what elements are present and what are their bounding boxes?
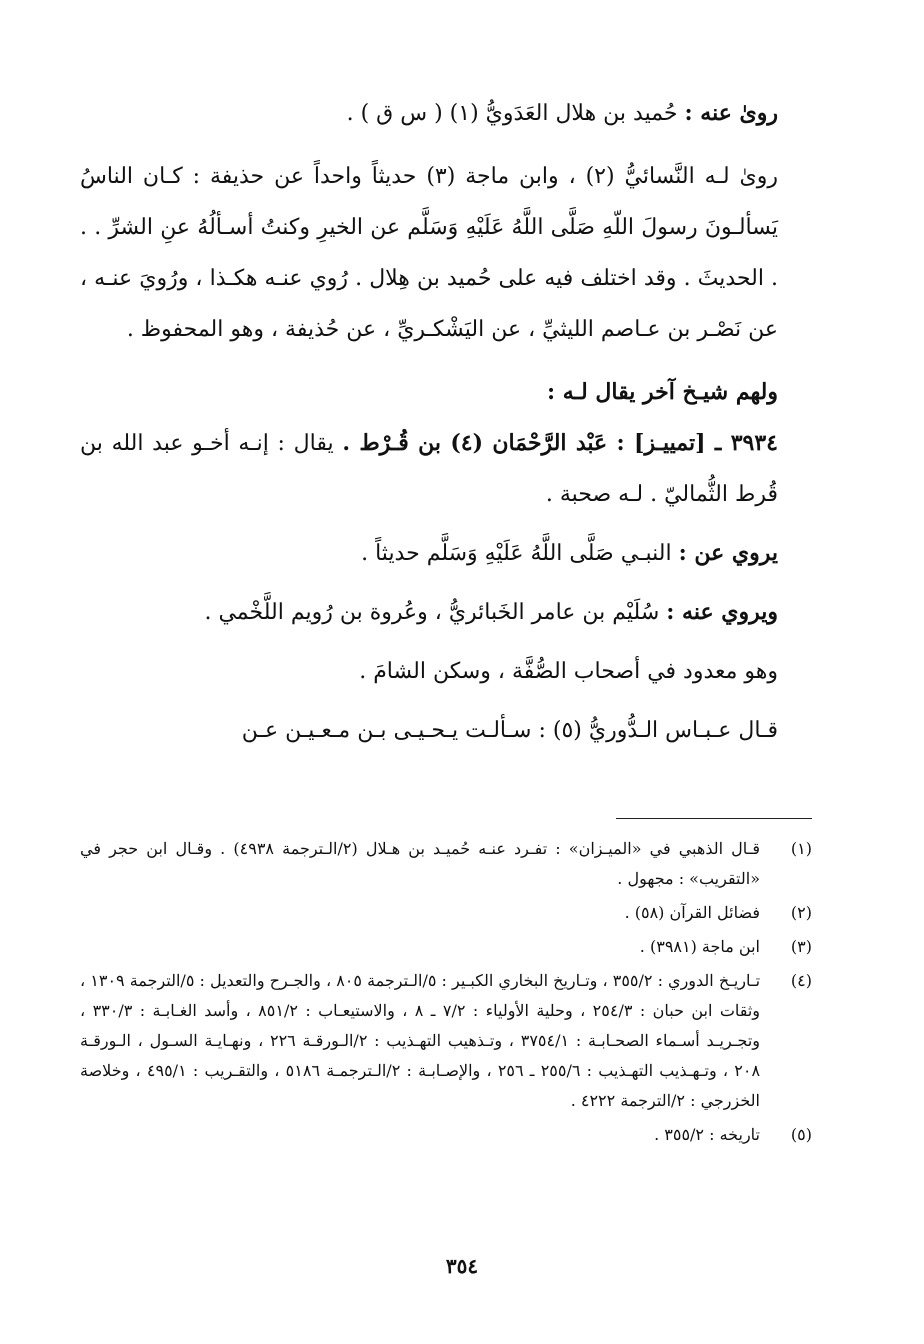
footnote-separator bbox=[616, 818, 812, 819]
entry-text: يقال : إنـه أخـو عبد الله بن قُرط الثُّماليّ . لـه صحبة . bbox=[80, 431, 778, 507]
footnote-text: ابن ماجة (٣٩٨١) . bbox=[639, 937, 760, 956]
footnote-text: فضائل القرآن (٥٨) . bbox=[624, 903, 760, 922]
entry-heading: ٣٩٣٤ ـ [تمييـز] : عَبْد الرَّحْمَان (٤) بن قُـرْط . bbox=[342, 430, 778, 456]
footnote-number: (١) bbox=[790, 839, 812, 858]
footnote-text: قـال الذهبي في «الميـزان» : تفـرد عنـه حُميـد بن هـلال (٢/الـترجمة ٤٩٣٨) . وقـال ابن حجر في «التقريب» : مجهول . bbox=[80, 839, 761, 888]
narrators-label: روىٰ عنه : bbox=[684, 100, 778, 126]
main-text bbox=[80, 88, 812, 756]
footnote-number: (٥) bbox=[790, 1125, 812, 1144]
footnote-3 bbox=[80, 932, 812, 962]
hadith-paragraph: روىٰ لـه النَّسائيُّ (٢) ، وابن ماجة (٣) حديثاً واحداً عن حذيفة : كـان الناسُ يَسألـونَ رسولَ اللّهِ صَلَّى اللَّهُ عَلَيْهِ وَسَلَّم عن الخيرِ وكنتُ أسـألُهُ عنِ الشرِّ . . . الحديثَ . وقد اختلف فيه على حُميد بن هِلال . رُوي عنـه هكـذا ، ورُويَ عنـه ، عن نَصْـر بن عـاصم الليثيِّ ، عن اليَشْكـريِّ ، عن حُذيفة ، وهو المحفوظ . bbox=[80, 164, 778, 342]
narrated-by bbox=[80, 587, 812, 638]
footnote-text: تـاريـخ الدوري : ٣٥٥/٢ ، وتـاريخ البخاري الكبـير : ٥/الـترجمة ٨٠٥ ، والجـرح والتعديل : ٥/الترجمة ١٣٠٩ ، وثقات ابن حبان : ٢٥٤/٣ ، وحلية الأولياء : ٧/٢ ـ ٨ ، والاستيعـاب : ٨٥١/٢ ، وأسد الغـابـة : ٣٣٠/٣ ، وتجـريـد أسـماء الصحـابـة : ٣٧٥٤/١ ، وتـذهيب التهـذيب : ٢/الـورقـة ٢٢٦ ، ونهـايـة السـول ، الـورقـة ٢٠٨ ، وتـهـذيب التهـذيب : ٢٥٥/٦ ـ ٢٥٦ ، والإصـابـة : ٢/الـترجمـة ٥١٨٦ ، والتقـريب : ٤٩٥/١ ، وخلاصة الخزرجي : ٢/الترجمة ٤٢٢٢ . bbox=[80, 971, 761, 1110]
narrators-text: حُميد بن هلال العَدَويُّ (١) ( س ق ) . bbox=[346, 101, 678, 126]
footnote-number: (٣) bbox=[790, 937, 812, 956]
narrates-from bbox=[80, 528, 812, 579]
footnote-number: (٤) bbox=[790, 971, 812, 990]
footnote-4 bbox=[80, 966, 812, 1116]
narrated-by-label: ويروي عنه : bbox=[666, 599, 778, 625]
abbas-quote: قـال عـبـاس الـدُّوريُّ (٥) : سـألـت يـحـيـى بـن مـعـيـن عـن bbox=[241, 718, 778, 743]
page-number: ٣٥٤ bbox=[445, 1254, 479, 1278]
footnotes bbox=[80, 834, 812, 1154]
narrated-by-text: سُلَيْم بن عامر الخَبائريُّ ، وعُروة بن رُويم اللَّخْمي . bbox=[204, 600, 660, 625]
entry-3934 bbox=[80, 418, 812, 520]
footnote-1 bbox=[80, 834, 812, 894]
companions-note: وهو معدود في أصحاب الصُّفَّة ، وسكن الشامَ . bbox=[359, 659, 778, 684]
narrates-from-text: النبـي صَلَّى اللَّهُ عَلَيْهِ وَسَلَّم حديثاً . bbox=[361, 541, 672, 566]
narrators-from-him bbox=[80, 88, 812, 139]
footnote-5 bbox=[80, 1120, 812, 1150]
another-sheikh-heading: ولهم شيـخ آخر يقال لـه : bbox=[547, 379, 778, 405]
footnote-number: (٢) bbox=[790, 903, 812, 922]
narrates-from-label: يروي عن : bbox=[678, 540, 778, 566]
footnote-2 bbox=[80, 898, 812, 928]
footnote-text: تاريخه : ٣٥٥/٢ . bbox=[654, 1125, 760, 1144]
